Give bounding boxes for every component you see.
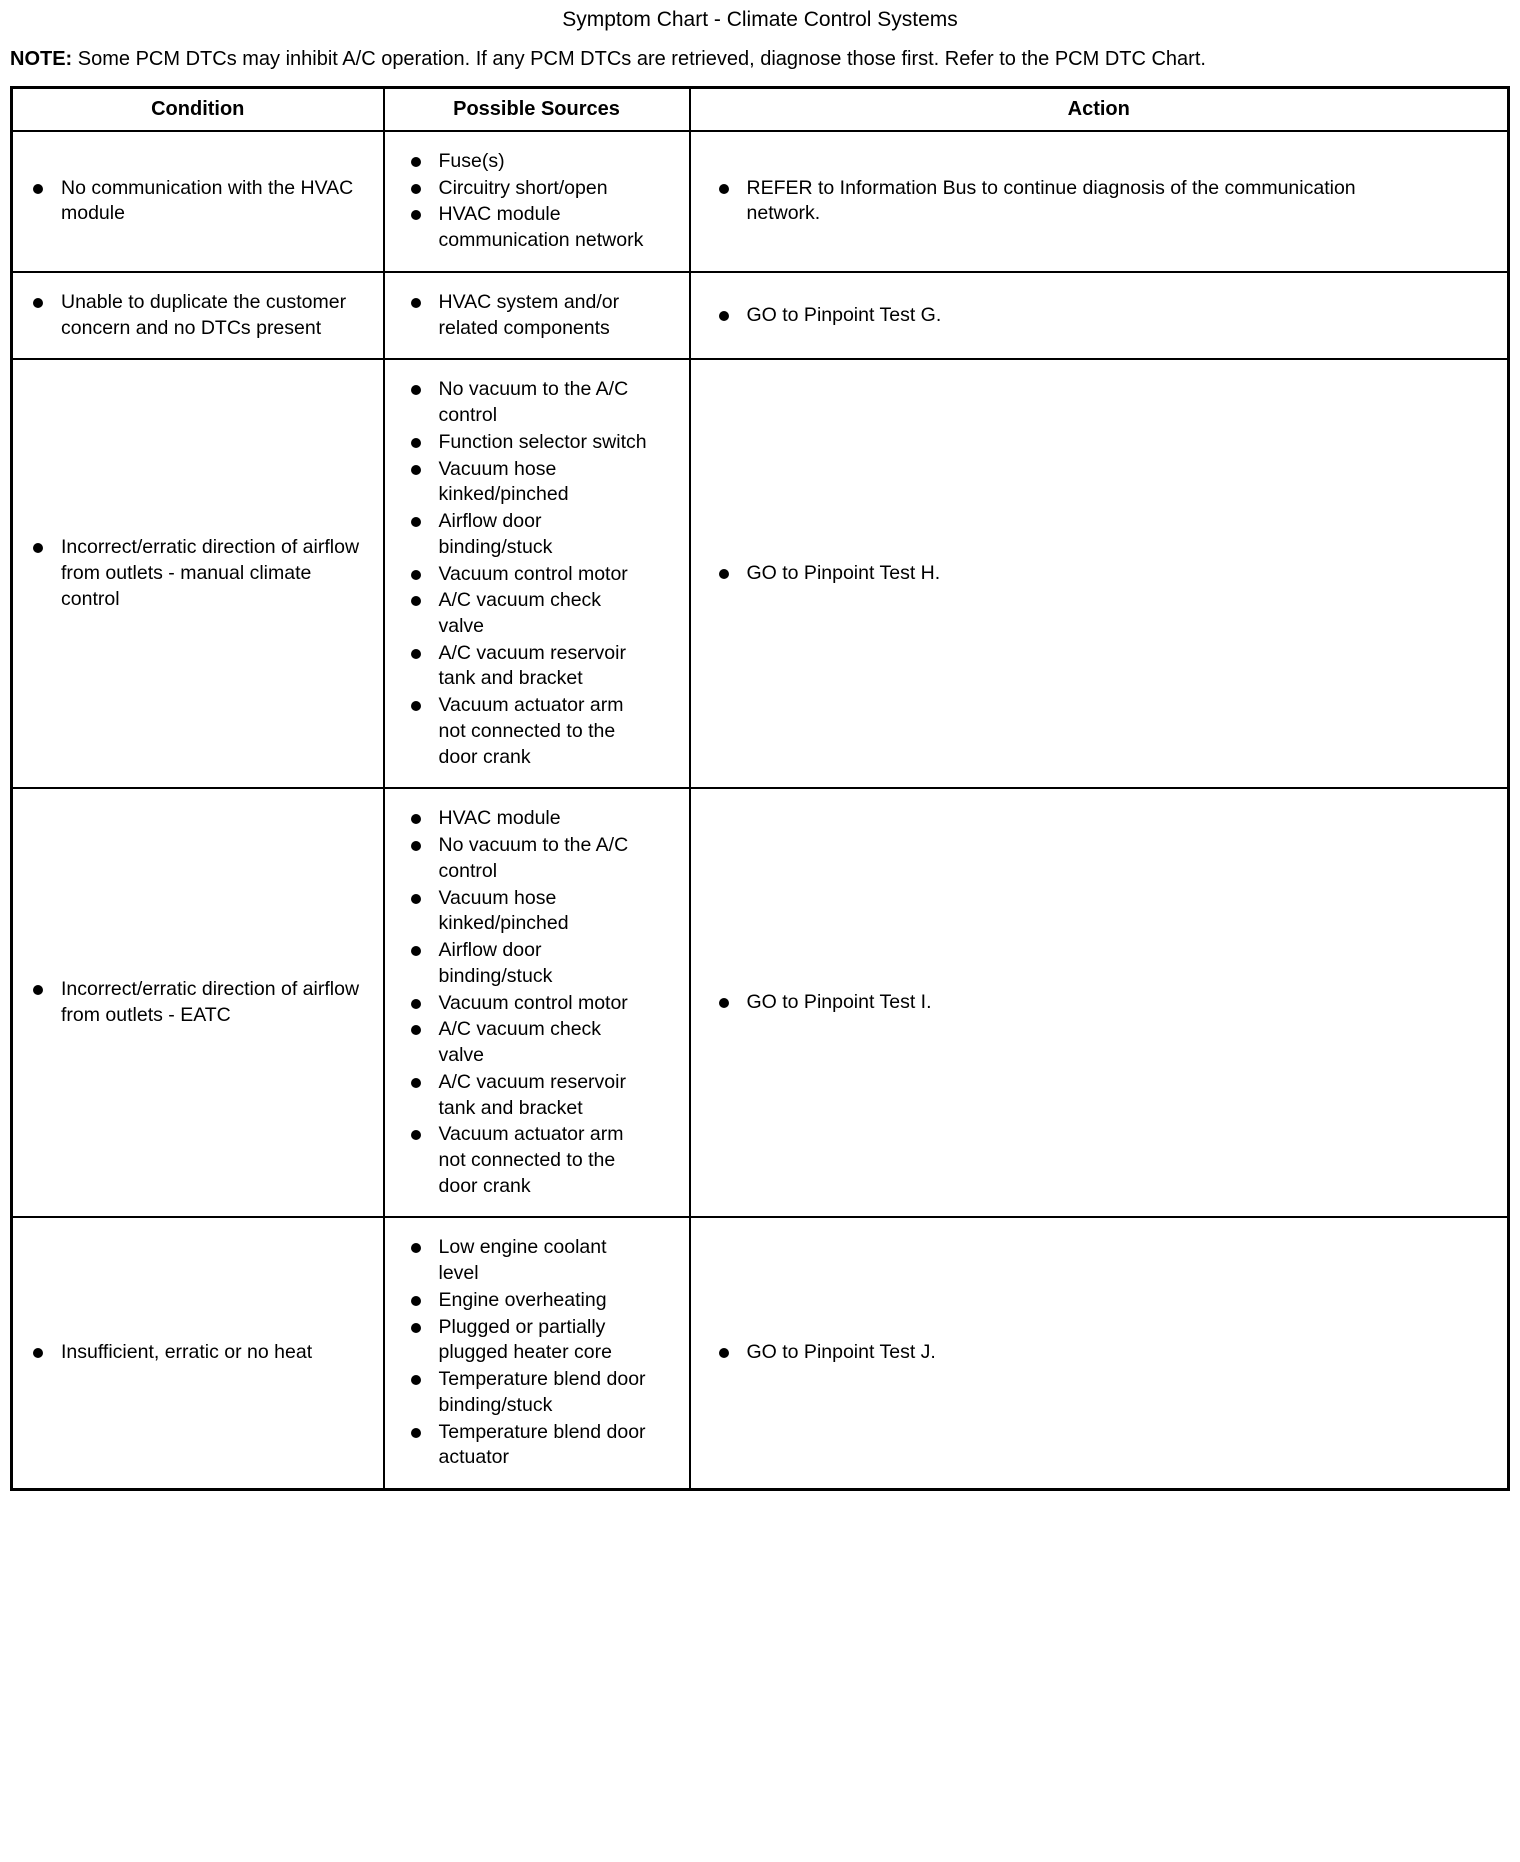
source-item	[411, 1017, 683, 1068]
action-cell	[690, 1217, 1509, 1489]
condition-cell	[12, 788, 384, 1217]
source-item	[411, 377, 683, 428]
note-label: NOTE:	[10, 48, 73, 70]
source-text: HVAC module communication network	[438, 203, 644, 252]
sources-list	[411, 149, 683, 254]
condition-cell	[12, 1217, 384, 1489]
action-text: GO to Pinpoint Test I.	[746, 991, 932, 1014]
condition-item	[33, 176, 373, 227]
bullet-icon	[411, 1025, 421, 1035]
bullet-icon	[411, 385, 421, 395]
source-text: Vacuum control motor	[438, 991, 628, 1014]
source-text: No vacuum to the A/C control	[438, 834, 629, 882]
bullet-icon	[411, 1428, 421, 1438]
bullet-icon	[719, 998, 729, 1008]
table-header-row	[12, 88, 1509, 132]
condition-cell	[12, 359, 384, 788]
condition-text: No communication with the HVAC module	[61, 176, 354, 225]
source-item	[411, 806, 683, 832]
bullet-icon	[411, 465, 421, 475]
action-cell	[690, 359, 1509, 788]
bullet-icon	[411, 1323, 421, 1333]
bullet-icon	[411, 517, 421, 527]
source-item	[411, 693, 683, 770]
bullet-icon	[33, 1348, 43, 1358]
bullet-icon	[33, 184, 43, 194]
source-text: HVAC system and/or related components	[438, 290, 620, 339]
column-header-action: Action	[690, 88, 1509, 132]
source-text: Fuse(s)	[438, 150, 505, 172]
bullet-icon	[411, 1130, 421, 1140]
sources-list	[411, 377, 683, 770]
source-text: Function selector switch	[438, 430, 647, 453]
source-item	[411, 1288, 683, 1314]
action-item	[719, 1340, 1498, 1366]
source-item	[411, 641, 683, 692]
sources-list	[411, 806, 683, 1199]
condition-cell	[12, 272, 384, 359]
condition-cell	[12, 131, 384, 272]
condition-item	[33, 977, 373, 1028]
source-text: Airflow door binding/stuck	[438, 939, 553, 987]
bullet-icon	[411, 1296, 421, 1306]
bullet-icon	[411, 946, 421, 956]
condition-text: Incorrect/erratic direction of airflow from outlets - manual climate control	[61, 536, 360, 610]
source-item	[411, 562, 683, 588]
source-text: Plugged or partially plugged heater core	[438, 1315, 612, 1364]
bullet-icon	[411, 814, 421, 824]
source-text: Temperature blend door binding/stuck	[438, 1368, 646, 1416]
bullet-icon	[411, 999, 421, 1009]
source-text: Vacuum actuator arm not connected to the door crank	[438, 694, 624, 768]
note-text: Some PCM DTCs may inhibit A/C operation. If any PCM DTCs are retrieved, diagnose those first. Refer to the PCM DTC Chart.	[77, 48, 1206, 70]
bullet-icon	[411, 1243, 421, 1253]
condition-item	[33, 535, 373, 612]
bullet-icon	[411, 157, 421, 167]
possible-sources-cell	[384, 359, 690, 788]
bullet-icon	[719, 569, 729, 579]
source-item	[411, 1070, 683, 1121]
table-row	[12, 359, 1509, 788]
condition-item	[33, 1340, 373, 1366]
column-header-possible-sources: Possible Sources	[384, 88, 690, 132]
bullet-icon	[411, 701, 421, 711]
source-text: HVAC module	[438, 807, 561, 830]
bullet-icon	[719, 1348, 729, 1358]
table-row	[12, 788, 1509, 1217]
source-item	[411, 1367, 683, 1418]
source-item	[411, 1420, 683, 1471]
action-text: GO to Pinpoint Test J.	[746, 1341, 936, 1364]
action-item	[719, 176, 1498, 227]
note-paragraph	[10, 46, 1510, 72]
action-text: GO to Pinpoint Test G.	[746, 303, 942, 326]
source-text: Temperature blend door actuator	[438, 1420, 646, 1469]
bullet-icon	[411, 596, 421, 606]
source-text: Airflow door binding/stuck	[438, 510, 553, 558]
bullet-icon	[719, 184, 729, 194]
column-header-condition: Condition	[12, 88, 384, 132]
bullet-icon	[33, 298, 43, 308]
source-item	[411, 1235, 683, 1286]
possible-sources-cell	[384, 1217, 690, 1489]
bullet-icon	[411, 1375, 421, 1385]
bullet-icon	[411, 649, 421, 659]
action-item	[719, 990, 1498, 1016]
action-text: REFER to Information Bus to continue diagnosis of the communication network.	[746, 176, 1356, 225]
source-item	[411, 457, 683, 508]
action-item	[719, 561, 1498, 587]
source-text: No vacuum to the A/C control	[438, 378, 629, 427]
action-cell	[690, 272, 1509, 359]
source-text: A/C vacuum check valve	[438, 589, 602, 638]
bullet-icon	[411, 841, 421, 851]
source-item	[411, 149, 683, 175]
condition-text: Unable to duplicate the customer concern and no DTCs present	[61, 290, 347, 339]
bullet-icon	[411, 210, 421, 220]
source-item	[411, 833, 683, 884]
source-item	[411, 1122, 683, 1199]
source-text: Circuitry short/open	[438, 176, 608, 199]
sources-list	[411, 290, 683, 341]
source-text: Engine overheating	[438, 1288, 607, 1311]
bullet-icon	[411, 298, 421, 308]
bullet-icon	[411, 894, 421, 904]
action-text: GO to Pinpoint Test H.	[746, 562, 941, 585]
bullet-icon	[411, 184, 421, 194]
source-text: A/C vacuum reservoir tank and bracket	[438, 1070, 626, 1119]
action-cell	[690, 131, 1509, 272]
possible-sources-cell	[384, 131, 690, 272]
source-text: Vacuum hose kinked/pinched	[438, 886, 569, 935]
bullet-icon	[33, 985, 43, 995]
source-text: A/C vacuum check valve	[438, 1018, 602, 1067]
sources-list	[411, 1235, 683, 1471]
condition-text: Insufficient, erratic or no heat	[61, 1341, 313, 1364]
table-row	[12, 1217, 1509, 1489]
bullet-icon	[719, 311, 729, 321]
symptom-chart-table	[10, 86, 1510, 1491]
possible-sources-cell	[384, 788, 690, 1217]
source-text: Vacuum control motor	[438, 562, 628, 585]
bullet-icon	[411, 1078, 421, 1088]
bullet-icon	[411, 570, 421, 580]
possible-sources-cell	[384, 272, 690, 359]
source-text: A/C vacuum reservoir tank and bracket	[438, 641, 626, 690]
condition-item	[33, 290, 373, 341]
source-item	[411, 430, 683, 456]
source-item	[411, 509, 683, 560]
source-item	[411, 290, 683, 341]
source-text: Vacuum hose kinked/pinched	[438, 457, 569, 506]
source-item	[411, 176, 683, 202]
bullet-icon	[33, 543, 43, 553]
source-item	[411, 938, 683, 989]
symptom-table-body	[12, 131, 1509, 1490]
condition-text: Incorrect/erratic direction of airflow from outlets - EATC	[61, 978, 360, 1026]
action-item	[719, 303, 1498, 329]
source-item	[411, 991, 683, 1017]
source-text: Vacuum actuator arm not connected to the door crank	[438, 1123, 624, 1197]
bullet-icon	[411, 438, 421, 448]
table-row	[12, 272, 1509, 359]
action-cell	[690, 788, 1509, 1217]
source-item	[411, 202, 683, 253]
source-text: Low engine coolant level	[438, 1236, 607, 1285]
source-item	[411, 1315, 683, 1366]
table-row	[12, 131, 1509, 272]
source-item	[411, 886, 683, 937]
page-title: Symptom Chart - Climate Control Systems	[562, 8, 958, 31]
source-item	[411, 588, 683, 639]
